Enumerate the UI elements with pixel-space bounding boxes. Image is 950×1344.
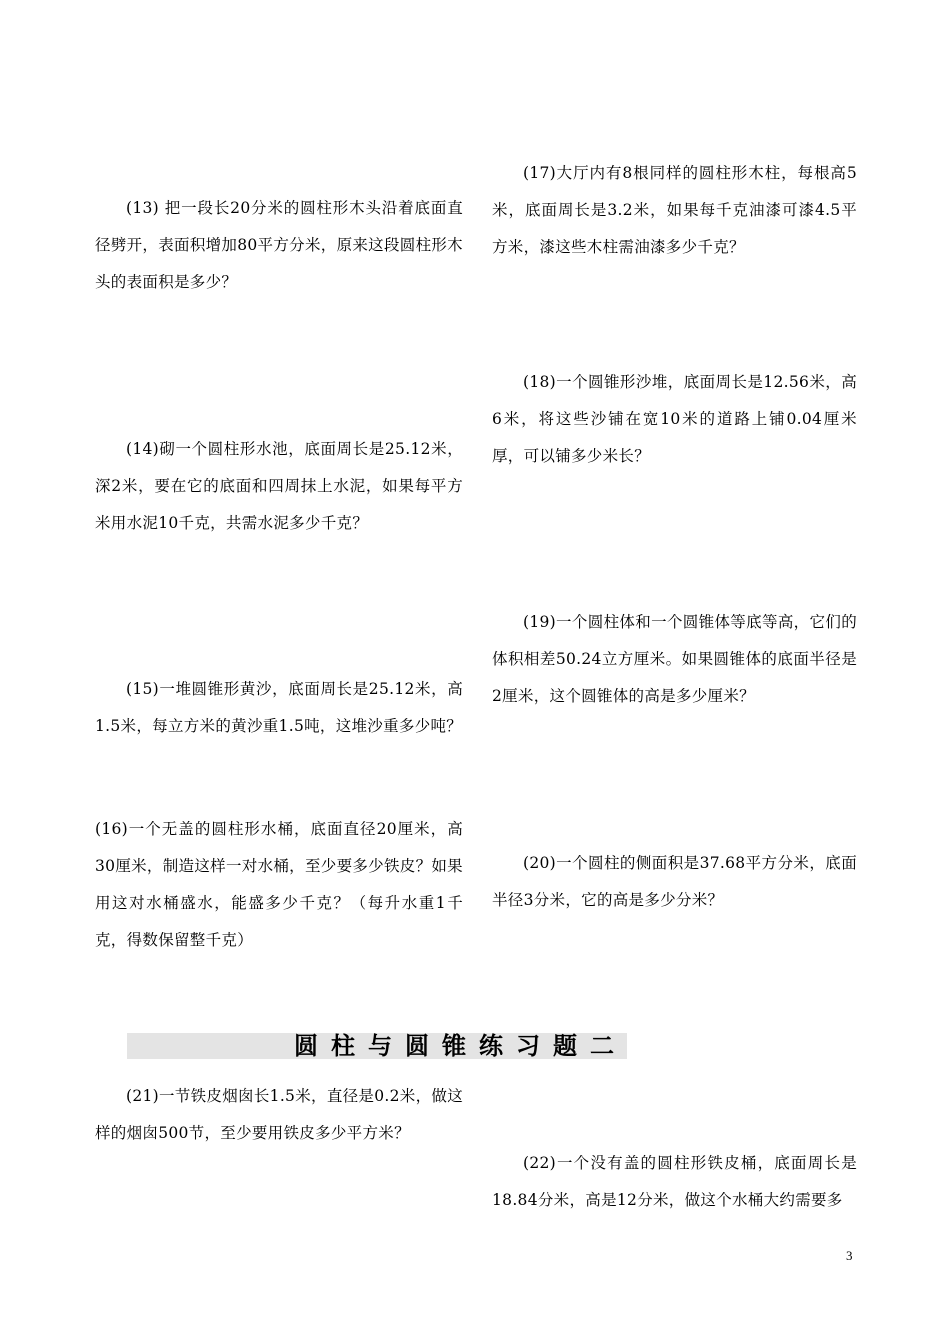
question-20: (20)一个圆柱的侧面积是37.68平方分米，底面半径3分米，它的高是多少分米？ xyxy=(492,854,857,909)
question-19: (19)一个圆柱体和一个圆锥体等底等高，它们的体积相差50.24立方厘米。如果圆锥体的底面半径是2厘米，这个圆锥体的高是多少厘米？ xyxy=(492,613,857,705)
question-13: (13) 把一段长20分米的圆柱形木头沿着底面直径劈开，表面积增加80平方分米，原来这段圆柱形木头的表面积是多少？ xyxy=(95,199,463,291)
question-22: (22)一个没有盖的圆柱形铁皮桶，底面周长是18.84分米，高是12分米，做这个水桶大约需要多 xyxy=(492,1154,857,1209)
question-17: (17)大厅内有8根同样的圆柱形木柱，每根高5米，底面周长是3.2米，如果每千克油漆可漆4.5平方米，漆这些木柱需油漆多少千克？ xyxy=(492,164,857,256)
question-18: (18)一个圆锥形沙堆，底面周长是12.56米，高6米，将这些沙铺在宽10米的道路上铺0.04厘米厚，可以铺多少米长？ xyxy=(492,373,857,465)
page-number: 3 xyxy=(846,1248,853,1263)
section-title: 圆柱与圆锥练习题二 xyxy=(294,1032,627,1060)
question-15: (15)一堆圆锥形黄沙，底面周长是25.12米，高1.5米，每立方米的黄沙重1.5吨，这堆沙重多少吨？ xyxy=(95,680,463,735)
question-21: (21)一节铁皮烟囱长1.5米，直径是0.2米，做这样的烟囱500节，至少要用铁皮多少平方米？ xyxy=(95,1087,463,1142)
question-14: (14)砌一个圆柱形水池，底面周长是25.12米，深2米，要在它的底面和四周抹上水泥，如果每平方米用水泥10千克，共需水泥多少千克？ xyxy=(95,440,463,532)
question-16: (16)一个无盖的圆柱形水桶，底面直径20厘米，高30厘米，制造这样一对水桶，至少要多少铁皮？如果用这对水桶盛水，能盛多少千克？（每升水重1千克，得数保留整千克） xyxy=(95,820,463,949)
